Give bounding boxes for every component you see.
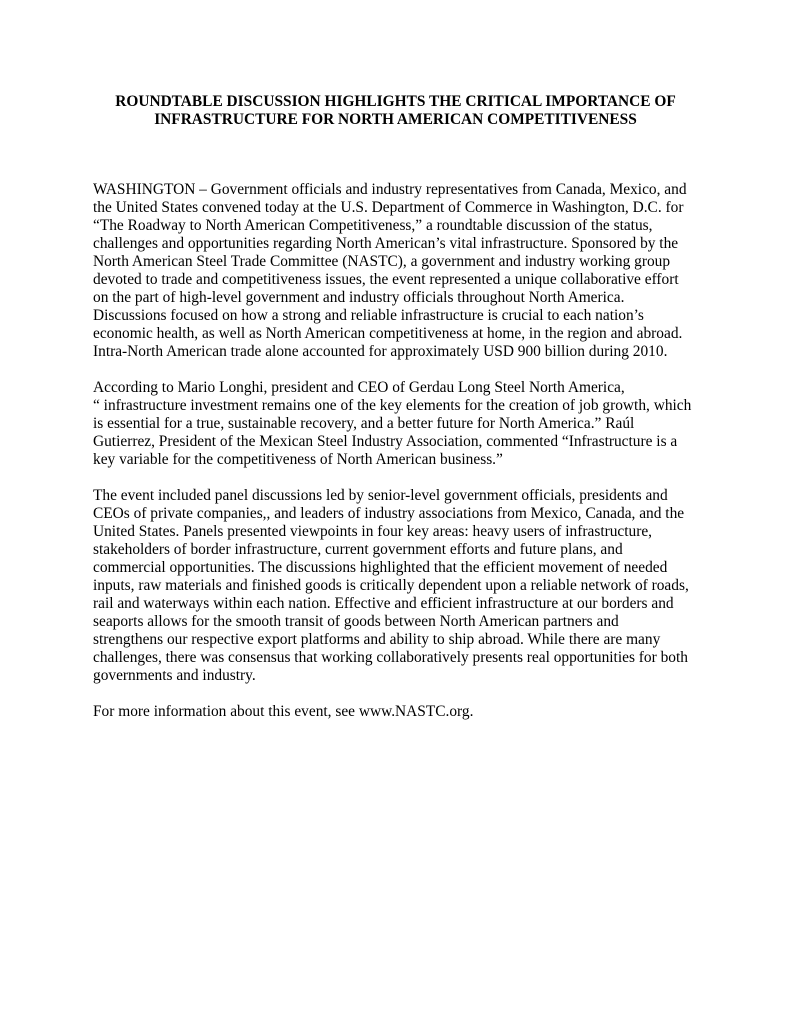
text-line: stakeholders of border infrastructure, current government efforts and future plans, and	[93, 541, 623, 558]
text-line: United States. Panels presented viewpoints in four key areas: heavy users of infrastructure,	[93, 523, 653, 540]
text-line: “The Roadway to North American Competitiveness,” a roundtable discussion of the status,	[93, 217, 653, 234]
text-line: governments and industry.	[93, 667, 256, 684]
document-body	[93, 181, 733, 739]
text-line: Gutierrez, President of the Mexican Steel Industry Association, commented “Infrastructure is a	[93, 433, 678, 450]
text-line: economic health, as well as North American competitiveness at home, in the region and abroad.	[93, 325, 683, 342]
text-line: commercial opportunities. The discussions highlighted that the efficient movement of needed	[93, 559, 668, 576]
text-line: “ infrastructure investment remains one of the key elements for the creation of job growth, which	[93, 397, 692, 414]
text-line: challenges, there was consensus that working collaboratively presents real opportunities for both	[93, 649, 688, 666]
text-line: key variable for the competitiveness of North American business.”	[93, 451, 503, 468]
document-title	[60, 93, 731, 129]
title-line: INFRASTRUCTURE FOR NORTH AMERICAN COMPETITIVENESS	[154, 111, 637, 128]
text-line: seaports allows for the smooth transit of goods between North American partners and	[93, 613, 619, 630]
title-line: ROUNDTABLE DISCUSSION HIGHLIGHTS THE CRITICAL IMPORTANCE OF	[115, 93, 676, 110]
text-line: the United States convened today at the U.S. Department of Commerce in Washington, D.C. for	[93, 199, 684, 216]
text-line: According to Mario Longhi, president and CEO of Gerdau Long Steel North America,	[93, 379, 625, 396]
text-line: on the part of high-level government and industry officials throughout North America.	[93, 289, 625, 306]
paragraph-more-info	[93, 703, 733, 721]
text-line: rail and waterways within each nation. Effective and efficient infrastructure at our borders and	[93, 595, 674, 612]
text-line: WASHINGTON – Government officials and industry representatives from Canada, Mexico, and	[93, 181, 687, 198]
text-line: For more information about this event, see www.NASTC.org.	[93, 703, 474, 720]
text-line: strengthens our respective export platforms and ability to ship abroad. While there are many	[93, 631, 661, 648]
text-line: CEOs of private companies,, and leaders of industry associations from Mexico, Canada, and the	[93, 505, 685, 522]
paragraph-intro	[93, 181, 733, 361]
text-line: Discussions focused on how a strong and reliable infrastructure is crucial to each nation’s	[93, 307, 644, 324]
text-line: The event included panel discussions led by senior-level government officials, presidents and	[93, 487, 668, 504]
text-line: Intra-North American trade alone accounted for approximately USD 900 billion during 2010.	[93, 343, 668, 360]
paragraph-panels	[93, 487, 733, 685]
text-line: North American Steel Trade Committee (NASTC), a government and industry working group	[93, 253, 671, 270]
text-line: is essential for a true, sustainable recovery, and a better future for North America.” Raúl	[93, 415, 635, 432]
text-line: inputs, raw materials and finished goods is critically dependent upon a reliable network of roads,	[93, 577, 689, 594]
paragraph-quotes	[93, 379, 733, 469]
text-line: challenges and opportunities regarding North American’s vital infrastructure. Sponsored by the	[93, 235, 679, 252]
text-line: devoted to trade and competitiveness issues, the event represented a unique collaborative effort	[93, 271, 679, 288]
